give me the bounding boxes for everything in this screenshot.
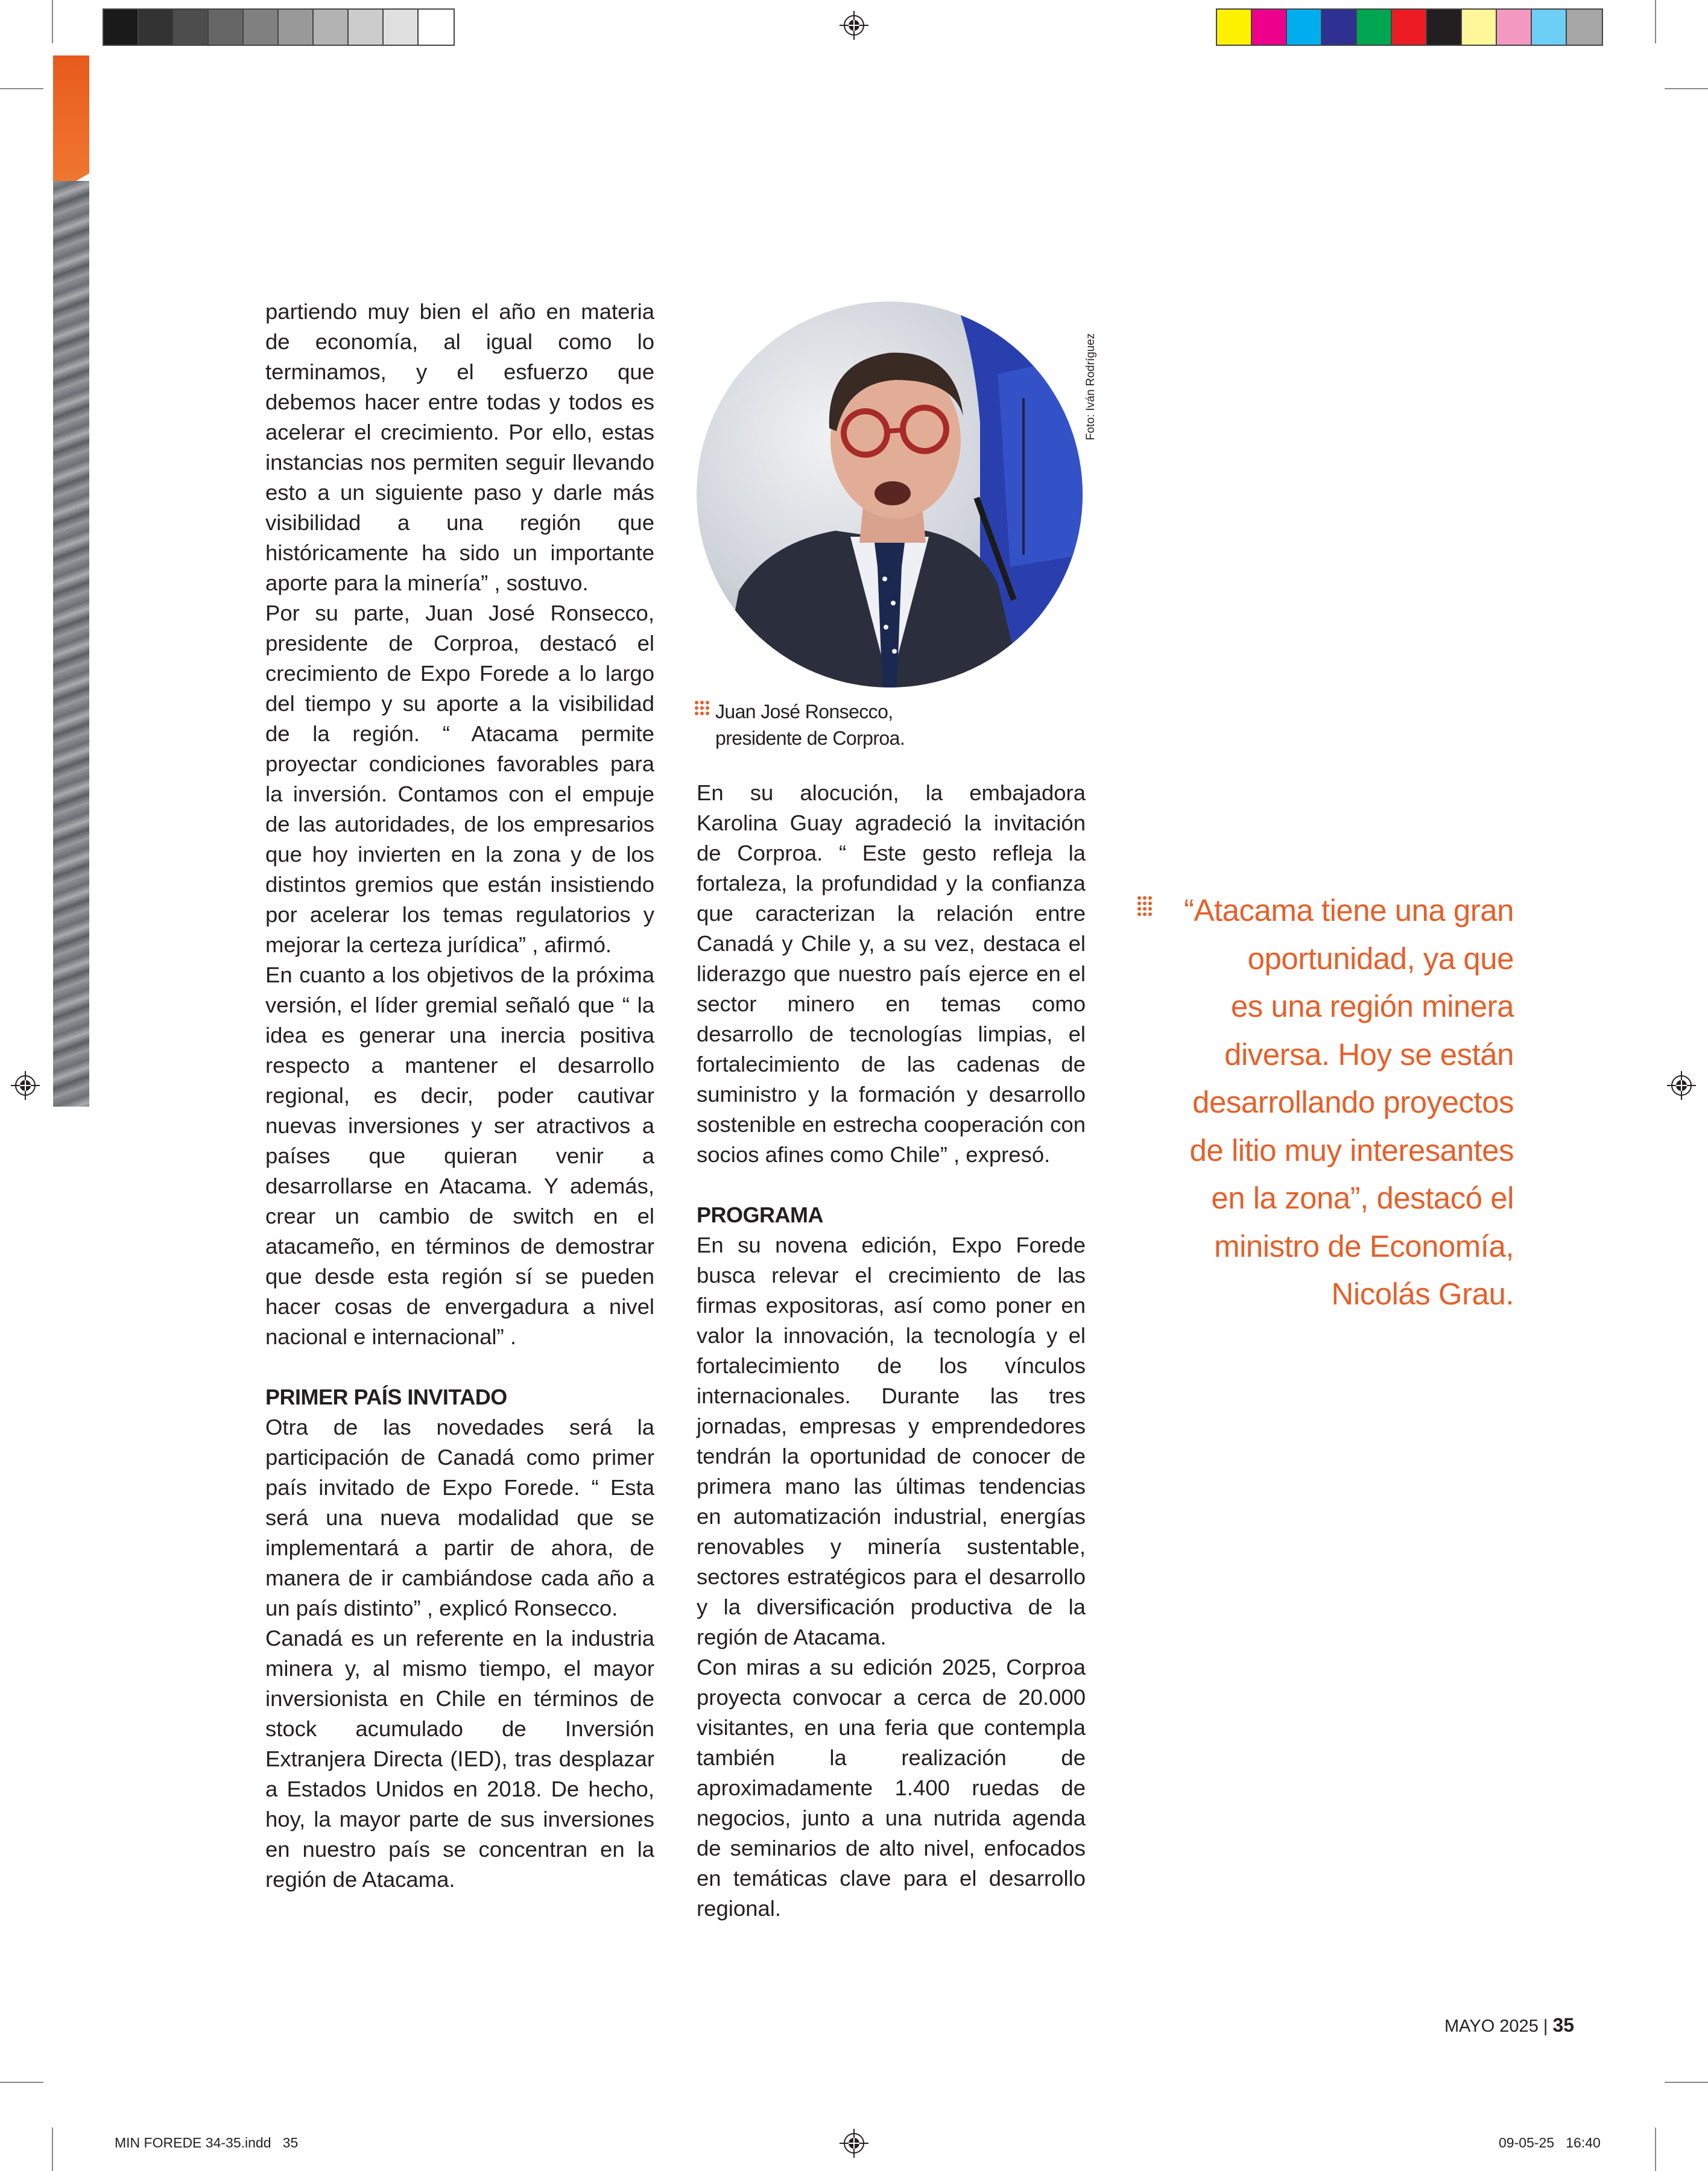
portrait-photo [697, 302, 1083, 687]
trim-mark [1655, 0, 1656, 43]
orange-tab-decoration [53, 55, 89, 194]
gray-swatch [419, 10, 454, 45]
trim-mark [1655, 2128, 1656, 2171]
article-column-2 [697, 778, 1086, 1924]
color-swatch [1217, 10, 1252, 45]
registration-mark-icon [11, 1071, 40, 1100]
color-swatch [1497, 10, 1532, 45]
folio-separator: | [1543, 2017, 1548, 2036]
paragraph: En su alocución, la embajadora Karolina Guay agradeció la invitación de Corproa. “ Este gesto refleja la fortaleza, la profundidad y la confianza que caracterizan la relación entre Canadá y Chile y, a su vez, destaca el liderazgo que nuestro país ejerce en el sector minero en temas como desarrollo de tecnologías limpias, el fortalecimiento de las cadenas de suministro y la formación y desarrollo sostenible en estrecha cooperación con socios afines como Chile” , expresó. [697, 780, 1086, 1167]
paragraph: En cuanto a los objetivos de la próxima versión, el líder gremial señaló que “ la idea es generar una inercia positiva respecto a mantener el desarrollo regional, es decir, poder cautivar nuevas inversiones y ser atractivos a países que quieran venir a desarrollarse en Atacama. Y además, crear un cambio de switch en el atacameño, en términos de demostrar que desde esta región sí se pueden hacer cosas de envergadura a nivel nacional e internacional” . [265, 962, 654, 1349]
color-swatch [1427, 10, 1462, 45]
pull-quote-line: “Atacama tiene una gran [1183, 893, 1514, 927]
color-swatch [1532, 10, 1567, 45]
trim-mark [1665, 88, 1708, 89]
color-swatch [1287, 10, 1322, 45]
photo-caption [695, 698, 1033, 751]
page-folio [1444, 2014, 1574, 2037]
color-swatch [1567, 10, 1602, 45]
pull-quote-line: desarrollando proyectos [1192, 1085, 1514, 1119]
paragraph: Otra de las novedades será la participación de Canadá como primer país invitado de Expo Forede. “ Esta será una nueva modalidad que se implementará a partir de ahora, de manera de ir cambiándose cada año a un país distinto” , explicó Ronsecco. [265, 1415, 654, 1620]
color-swatch [1462, 10, 1497, 45]
slug-filename: MIN FOREDE 34-35.indd 35 [115, 2135, 299, 2150]
trim-mark [52, 0, 53, 43]
issue-date: MAYO 2025 [1444, 2017, 1539, 2036]
pull-quote-line: en la zona”, destacó el [1211, 1181, 1514, 1215]
gray-swatch [279, 10, 314, 45]
trim-mark [1665, 2082, 1708, 2083]
color-swatch [1322, 10, 1357, 45]
gray-swatch [174, 10, 209, 45]
trim-mark [0, 88, 43, 89]
photo-credit: Foto: Iván Rodríguez [1084, 333, 1097, 440]
pull-quote-line: es una región minera [1230, 989, 1514, 1023]
slug-timestamp: 09-05-25 16:40 [1499, 2135, 1601, 2150]
page-number: 35 [1552, 2014, 1575, 2036]
paragraph: Canadá es un referente en la industria minera y, al mismo tiempo, el mayor inversionista en Chile en términos de stock acumulado de Inversión Extranjera Directa (IED), tras desplazar a Estados Unidos en 2018. De hecho, hoy, la mayor parte de sus inversiones en nuestro país se concentran en la región de Atacama. [265, 1626, 654, 1892]
color-swatch [1252, 10, 1287, 45]
registration-mark-icon [1667, 1071, 1696, 1100]
paragraph: partiendo muy bien el año en materia de economía, al igual como lo terminamos, y el esfuerzo que debemos hacer entre todas y todos es acelerar el crecimiento. Por ello, estas instancias nos permiten seguir llevando esto a un siguiente paso y darle más visibilidad a una región que históricamente ha sido un importante aporte para la minería” , sostuvo. [265, 299, 654, 595]
gray-swatch [384, 10, 419, 45]
trim-mark [52, 2128, 53, 2171]
paragraph: En su novena edición, Expo Forede busca relevar el crecimiento de las firmas expositoras, así como poner en valor la innovación, la tecnología y el fortalecimiento de los vínculos internacionales. Durante las tres jornadas, empresas y emprendedores tendrán la oportunidad de conocer de primera mano las últimas tendencias en automatización industrial, energías renovables y minería sustentable, sectores estratégicos para el desarrollo y la diversificación productiva de la región de Atacama. [697, 1233, 1086, 1649]
gray-swatch [104, 10, 139, 45]
paragraph: Por su parte, Juan José Ronsecco, presidente de Corproa, destacó el crecimiento de Expo Forede a lo largo del tiempo y su aporte a la visibilidad de la región. “ Atacama permite proyectar condiciones favorables para la inversión. Contamos con el empuje de las autoridades, de los empresarios que hoy invierten en la zona y de los distintos gremios que están insistiendo por acelerar los temas regulatorios y mejorar la certeza jurídica” , afirmó. [265, 601, 654, 957]
pull-quote-line: ministro de Economía, [1214, 1228, 1514, 1263]
article-column-1 [265, 297, 654, 1895]
pull-quote-line: diversa. Hoy se están [1224, 1037, 1514, 1072]
caption-line: presidente de Corproa. [715, 727, 905, 749]
pull-quote-line: de litio muy interesantes [1189, 1133, 1514, 1168]
pull-quote [1134, 886, 1514, 1318]
section-heading: PROGRAMA [697, 1202, 823, 1227]
registration-mark-icon [840, 11, 868, 40]
caption-line: Juan José Ronsecco, [715, 701, 893, 722]
gray-swatch [314, 10, 349, 45]
gray-swatch [139, 10, 174, 45]
section-heading: PRIMER PAÍS INVITADO [265, 1385, 507, 1409]
man-speaking-image [697, 302, 1083, 687]
pull-quote-line: oportunidad, ya que [1247, 941, 1514, 976]
bullet-dots-icon [695, 701, 709, 715]
gray-swatch [209, 10, 244, 45]
trim-mark [0, 2082, 43, 2083]
rock-texture-strip [53, 181, 89, 1107]
color-swatch [1392, 10, 1427, 45]
color-calibration-bar [1216, 8, 1603, 46]
grayscale-calibration-bar [103, 8, 455, 46]
paragraph: Con miras a su edición 2025, Corproa proyecta convocar a cerca de 20.000 visitantes, en una feria que contempla también la realización de aproximadamente 1.400 ruedas de negocios, junto a una nutrida agenda de seminarios de alto nivel, enfocados en temáticas clave para el desarrollo regional. [697, 1655, 1086, 1921]
registration-mark-icon [840, 2129, 868, 2158]
gray-swatch [244, 10, 279, 45]
color-swatch [1357, 10, 1392, 45]
gray-swatch [349, 10, 384, 45]
pull-quote-line: Nicolás Grau. [1331, 1277, 1514, 1311]
